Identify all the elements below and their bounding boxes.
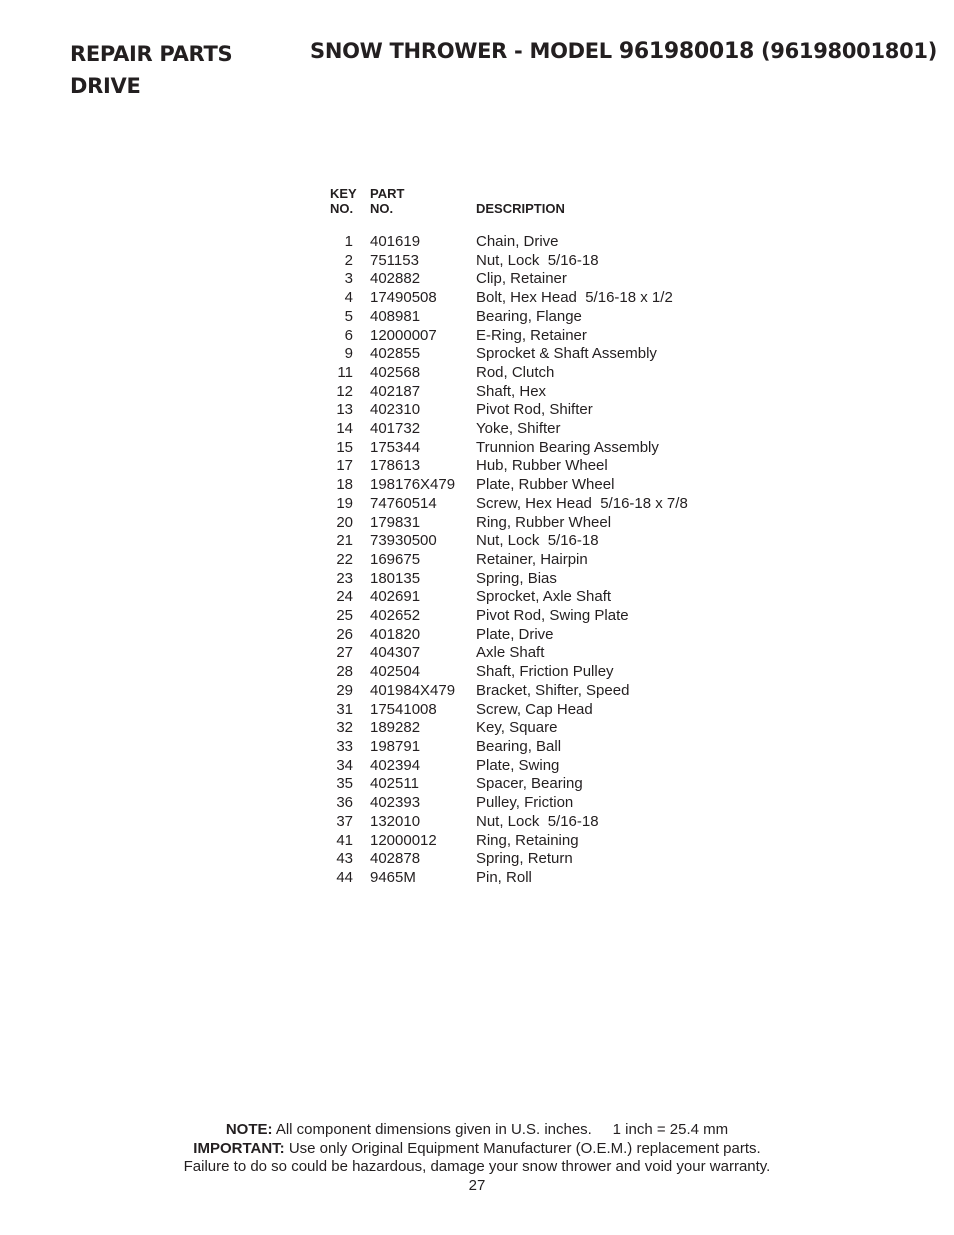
description: Bearing, Flange — [476, 307, 582, 325]
part-no: 198176X479 — [370, 476, 456, 494]
description: Hub, Rubber Wheel — [476, 457, 608, 475]
part-no: 404307 — [370, 644, 421, 662]
description: Pulley, Friction — [476, 794, 574, 812]
col-part-header: PART NO. — [370, 186, 405, 216]
description: Axle Shaft — [476, 644, 545, 662]
table-row — [330, 607, 688, 626]
important-label: IMPORTANT: — [193, 1139, 285, 1157]
key-no: 15 — [336, 438, 353, 456]
part-no: 402187 — [370, 382, 421, 400]
key-no: 18 — [336, 476, 353, 494]
table-row — [330, 308, 688, 327]
description: Shaft, Hex — [476, 382, 547, 400]
key-no: 29 — [336, 681, 353, 699]
part-no: 402394 — [370, 756, 421, 774]
table-row — [330, 514, 688, 533]
description: Bolt, Hex Head 5/16-18 x 1/2 — [476, 289, 673, 307]
description: Ring, Retaining — [476, 831, 579, 849]
part-no: 12000007 — [370, 326, 437, 344]
parts-table — [330, 186, 688, 888]
part-no: 402652 — [370, 607, 421, 625]
description: Chain, Drive — [476, 233, 559, 250]
part-no: 402691 — [370, 588, 421, 606]
page-title — [310, 38, 937, 65]
description: Trunnion Bearing Assembly — [476, 438, 659, 456]
description: Plate, Swing — [476, 756, 560, 774]
part-no: 74760514 — [370, 494, 437, 512]
key-no: 17 — [336, 457, 353, 475]
key-no: 44 — [336, 868, 353, 886]
key-no: 25 — [336, 607, 353, 625]
description: Sprocket, Axle Shaft — [476, 588, 612, 606]
table-row — [330, 663, 688, 682]
key-no: 13 — [336, 401, 353, 419]
part-no: 402511 — [370, 775, 419, 793]
description: Spring, Return — [476, 850, 573, 868]
description: Sprocket & Shaft Assembly — [476, 345, 657, 363]
part-no: 402393 — [370, 794, 421, 812]
table-row — [330, 345, 688, 364]
note-label: NOTE: — [225, 1121, 273, 1138]
key-no: 33 — [336, 737, 353, 755]
table-row — [330, 738, 688, 757]
part-no: 169675 — [370, 550, 421, 568]
table-row — [330, 401, 688, 420]
footer-note — [0, 1121, 954, 1140]
page-number: 27 — [468, 1176, 486, 1194]
key-no: 37 — [336, 812, 353, 830]
part-no: 17490508 — [370, 289, 437, 307]
description: Pin, Roll — [476, 868, 532, 886]
description: Retainer, Hairpin — [476, 550, 588, 568]
key-no: 22 — [336, 550, 353, 568]
part-no: 179831 — [370, 513, 421, 531]
description: Screw, Cap Head — [476, 700, 593, 718]
description: Screw, Hex Head 5/16-18 x 7/8 — [476, 494, 688, 512]
key-no: 11 — [337, 363, 353, 381]
description: Spacer, Bearing — [476, 775, 583, 793]
key-no: 31 — [336, 700, 353, 718]
key-no: 3 — [344, 270, 353, 288]
part-no: 178613 — [370, 457, 421, 475]
part-no: 408981 — [370, 307, 421, 325]
part-no: 175344 — [370, 438, 421, 456]
table-row — [330, 719, 688, 738]
key-no: 1 — [344, 233, 353, 250]
model-alt-number: (96198001801) — [760, 39, 938, 63]
part-no: 402855 — [370, 345, 421, 363]
part-no: 132010 — [370, 812, 421, 830]
key-no: 14 — [336, 420, 353, 438]
key-no: 41 — [336, 831, 353, 849]
table-row — [330, 757, 688, 776]
description: Clip, Retainer — [476, 270, 567, 288]
part-no: 402882 — [370, 270, 421, 288]
key-no: 43 — [336, 850, 353, 868]
key-no: 32 — [336, 719, 353, 737]
description: Nut, Lock 5/16-18 — [476, 812, 599, 830]
description: Bearing, Ball — [476, 737, 562, 755]
description: Shaft, Friction Pulley — [476, 663, 614, 681]
key-no: 5 — [344, 307, 353, 325]
part-no: 402878 — [370, 850, 421, 868]
key-no: 12 — [336, 382, 353, 400]
description: Plate, Rubber Wheel — [476, 476, 615, 494]
description: Pivot Rod, Swing Plate — [476, 607, 629, 625]
table-row — [330, 457, 688, 476]
important-text: Use only Original Equipment Manufacturer (O.E.M.) replacement parts. — [288, 1139, 761, 1157]
part-no: 12000012 — [370, 831, 437, 849]
description: E-Ring, Retainer — [476, 326, 587, 344]
section-title: REPAIR PARTS — [70, 42, 233, 66]
part-no: 9465M — [370, 868, 416, 886]
description: Bracket, Shifter, Speed — [476, 681, 630, 699]
part-no: 402568 — [370, 363, 421, 381]
part-no: 73930500 — [370, 532, 437, 550]
note-text: All component dimensions given in U.S. inches. 1 inch = 25.4 mm — [275, 1121, 729, 1138]
part-no: 198791 — [370, 737, 421, 755]
table-row — [330, 850, 688, 869]
table-row — [330, 233, 688, 252]
key-no: 34 — [336, 756, 353, 774]
model-number: 961980018 — [618, 39, 754, 64]
footer-warning: Failure to do so could be hazardous, damage your snow thrower and void your warranty. — [183, 1158, 771, 1175]
footer — [0, 1121, 954, 1195]
parts-table-body — [330, 233, 688, 888]
description: Key, Square — [476, 719, 558, 737]
description: Rod, Clutch — [476, 363, 555, 381]
key-no: 9 — [344, 345, 353, 363]
table-row — [330, 682, 688, 701]
part-no: 751153 — [370, 251, 419, 269]
part-no: 180135 — [370, 569, 421, 587]
table-row — [330, 588, 688, 607]
table-row — [330, 532, 688, 551]
footer-important — [0, 1140, 954, 1159]
description: Ring, Rubber Wheel — [476, 513, 612, 531]
description: Nut, Lock 5/16-18 — [476, 251, 599, 269]
table-row — [330, 289, 688, 308]
section-heading — [70, 38, 232, 102]
key-no: 2 — [344, 251, 353, 269]
part-no: 401619 — [370, 233, 421, 250]
key-no: 27 — [336, 644, 353, 662]
table-row — [330, 794, 688, 813]
part-no: 401820 — [370, 625, 421, 643]
key-no: 36 — [336, 794, 353, 812]
table-row — [330, 775, 688, 794]
table-row — [330, 364, 688, 383]
key-no: 4 — [344, 289, 353, 307]
description: Pivot Rod, Shifter — [476, 401, 593, 419]
key-no: 35 — [336, 775, 353, 793]
col-desc-header: DESCRIPTION — [476, 201, 565, 216]
table-row — [330, 252, 688, 271]
table-row — [330, 701, 688, 720]
part-no: 402504 — [370, 663, 421, 681]
part-no: 401732 — [370, 420, 421, 438]
key-no: 20 — [336, 513, 353, 531]
table-row — [330, 626, 688, 645]
table-row — [330, 476, 688, 495]
table-row — [330, 869, 688, 888]
part-no: 401984X479 — [370, 681, 456, 699]
table-row — [330, 383, 688, 402]
table-row — [330, 832, 688, 851]
col-key-header: KEY NO. — [330, 186, 357, 216]
part-no: 189282 — [370, 719, 421, 737]
table-header-row — [330, 186, 688, 233]
description: Spring, Bias — [476, 569, 557, 587]
key-no: 28 — [336, 663, 353, 681]
table-row — [330, 270, 688, 289]
key-no: 21 — [336, 532, 353, 550]
key-no: 26 — [336, 625, 353, 643]
table-row — [330, 570, 688, 589]
table-row — [330, 551, 688, 570]
table-row — [330, 644, 688, 663]
description: Nut, Lock 5/16-18 — [476, 532, 599, 550]
key-no: 6 — [344, 326, 353, 344]
key-no: 19 — [336, 494, 353, 512]
description: Yoke, Shifter — [476, 420, 561, 438]
table-row — [330, 813, 688, 832]
part-no: 17541008 — [370, 700, 437, 718]
key-no: 24 — [336, 588, 353, 606]
description: Plate, Drive — [476, 625, 554, 643]
subsection-title: DRIVE — [70, 74, 141, 98]
part-no: 402310 — [370, 401, 421, 419]
table-row — [330, 439, 688, 458]
key-no: 23 — [336, 569, 353, 587]
table-row — [330, 495, 688, 514]
table-row — [330, 420, 688, 439]
title-prefix: SNOW THROWER - MODEL — [310, 39, 612, 63]
table-row — [330, 327, 688, 346]
